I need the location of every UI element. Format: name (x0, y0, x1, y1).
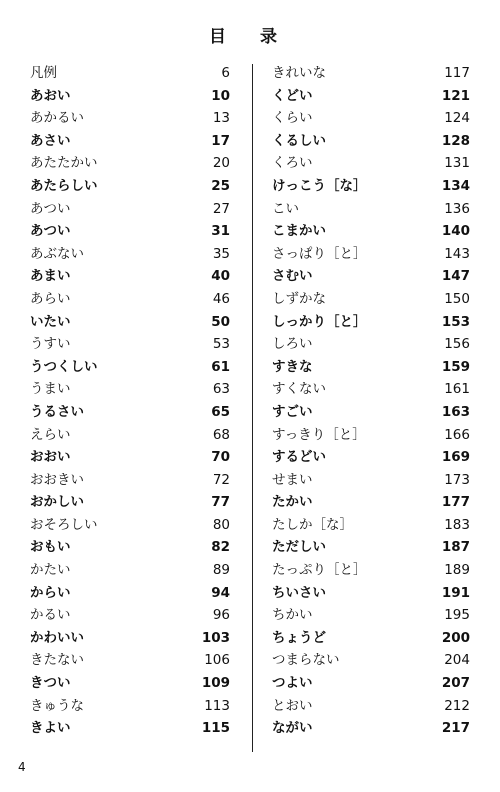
toc-entry-word: あつい (30, 223, 71, 240)
toc-entry-word: きれいな (272, 65, 326, 81)
toc-entry (30, 198, 230, 221)
toc-entry-page: 50 (211, 313, 230, 330)
toc-entry-page: 153 (441, 313, 470, 330)
toc-entry-page: 31 (211, 223, 230, 240)
toc-entry (272, 627, 470, 650)
toc-entry-page: 150 (444, 290, 470, 307)
toc-entry-word: せまい (272, 471, 313, 488)
toc-entry-word: うすい (30, 336, 71, 353)
toc-entry-word: ちょうど (272, 629, 326, 646)
toc-entry-page: 10 (211, 87, 230, 104)
toc-entry-word: からい (30, 584, 71, 601)
toc-entry-word: すごい (272, 403, 313, 420)
toc-entry (30, 649, 230, 672)
toc-entry-word: えらい (30, 426, 71, 443)
toc-entry-word: つよい (272, 675, 313, 692)
toc-entry (272, 265, 470, 288)
toc-entry (272, 424, 470, 447)
toc-entry (30, 265, 230, 288)
toc-entry-page: 121 (441, 87, 470, 104)
toc-entry (30, 401, 230, 424)
toc-entry-page: 177 (441, 494, 470, 511)
toc-entry-page: 200 (441, 629, 470, 646)
toc-entry (272, 695, 470, 718)
toc-entry-page: 183 (444, 516, 470, 533)
toc-entry-word: するどい (272, 449, 326, 466)
toc-entry-page: 207 (441, 675, 470, 692)
toc-entry-page: 89 (212, 562, 230, 579)
toc-entry-word: おおい (30, 449, 71, 466)
toc-entry-page: 124 (444, 110, 470, 127)
toc-entry (272, 559, 470, 582)
toc-entry-word: うるさい (30, 403, 84, 420)
toc-entry-page: 25 (211, 177, 230, 194)
toc-entry-page: 53 (212, 336, 230, 353)
toc-entry (272, 536, 470, 559)
toc-entry (272, 469, 470, 492)
toc-entry (30, 130, 230, 153)
toc-entry-word: くどい (272, 87, 313, 104)
toc-entry-page: 147 (441, 268, 470, 285)
toc-column-right (272, 62, 470, 740)
toc-entry-page: 13 (212, 110, 230, 127)
toc-entry-word: きゅうな (30, 697, 84, 714)
toc-entry-page: 77 (211, 494, 230, 511)
toc-entry-word: 凡例 (30, 65, 57, 81)
toc-entry-word: たかい (272, 494, 313, 511)
toc-entry-page: 70 (211, 449, 230, 466)
toc-entry (272, 288, 470, 311)
toc-entry (30, 627, 230, 650)
toc-entry-word: さむい (272, 268, 313, 285)
toc-entry-page: 72 (212, 471, 230, 488)
toc-entry-word: すっきり［と］ (272, 426, 366, 443)
toc-entry (272, 604, 470, 627)
toc-entry (30, 85, 230, 108)
toc-entry (30, 672, 230, 695)
toc-entry-word: しろい (272, 336, 313, 353)
toc-entry-word: しっかり［と］ (272, 313, 367, 330)
toc-entry-page: 6 (221, 65, 230, 81)
toc-column-left (30, 62, 230, 740)
toc-entry-page: 103 (201, 629, 230, 646)
toc-entry-page: 80 (212, 516, 230, 533)
toc-entry (272, 152, 470, 175)
toc-entry-word: おおきい (30, 471, 84, 488)
toc-entry-page: 94 (211, 584, 230, 601)
toc-entry-page: 159 (441, 358, 470, 375)
toc-entry-word: いたい (30, 313, 71, 330)
toc-entry-word: うつくしい (30, 358, 98, 375)
toc-entry (30, 107, 230, 130)
toc-entry-page: 106 (204, 652, 230, 669)
toc-entry-word: おかしい (30, 494, 84, 511)
toc-entry-word: きたない (30, 652, 84, 669)
toc-entry-word: おそろしい (30, 516, 98, 533)
toc-entry-page: 117 (444, 65, 470, 81)
toc-entry (30, 333, 230, 356)
toc-entry-page: 131 (444, 155, 470, 172)
toc-entry (30, 243, 230, 266)
toc-entry (30, 220, 230, 243)
toc-entry (272, 333, 470, 356)
toc-entry-page: 143 (444, 245, 470, 262)
toc-entry (30, 604, 230, 627)
toc-entry (30, 311, 230, 334)
toc-entry-word: たっぷり［と］ (272, 562, 367, 579)
toc-entry-word: すくない (272, 381, 326, 398)
toc-entry-word: あたたかい (30, 155, 98, 172)
toc-entry-word: とおい (272, 697, 313, 714)
toc-entry (30, 559, 230, 582)
toc-entry-page: 134 (441, 177, 470, 194)
toc-entry-page: 40 (211, 268, 230, 285)
toc-entry-word: すきな (272, 358, 313, 375)
toc-entry-word: あかるい (30, 110, 84, 127)
toc-entry-word: くろい (272, 155, 313, 172)
toc-entry (30, 514, 230, 537)
toc-entry-page: 156 (444, 336, 470, 353)
toc-entry-word: おもい (30, 539, 71, 556)
toc-entry-word: きよい (30, 720, 71, 737)
toc-entry (30, 152, 230, 175)
toc-entry-page: 65 (211, 403, 230, 420)
toc-entry-page: 27 (212, 200, 230, 217)
toc-entry (272, 717, 470, 740)
toc-entry-page: 82 (211, 539, 230, 556)
toc-entry (272, 107, 470, 130)
toc-entry (272, 311, 470, 334)
toc-entry (30, 424, 230, 447)
toc-entry-word: ただしい (272, 539, 326, 556)
toc-entry-page: 191 (441, 584, 470, 601)
toc-entry-page: 63 (212, 381, 230, 398)
toc-entry-page: 35 (212, 245, 230, 262)
toc-entry-page: 217 (441, 720, 470, 737)
toc-entry-word: かるい (30, 607, 71, 624)
toc-entry (272, 649, 470, 672)
toc-entry (30, 536, 230, 559)
toc-entry-word: あさい (30, 132, 71, 149)
page-title: 目 录 (209, 27, 291, 47)
toc-entry (272, 378, 470, 401)
toc-entry (30, 446, 230, 469)
toc-entry-word: こまかい (272, 223, 326, 240)
toc-entry (30, 378, 230, 401)
toc-entry (272, 85, 470, 108)
toc-entry-page: 113 (204, 697, 230, 714)
toc-entry (272, 491, 470, 514)
toc-entry (272, 446, 470, 469)
toc-entry-page: 115 (201, 720, 230, 737)
page-number: 4 (18, 760, 26, 774)
toc-entry-page: 136 (444, 200, 470, 217)
toc-entry-page: 212 (444, 697, 470, 714)
toc-entry-page: 17 (211, 132, 230, 149)
toc-entry-word: あおい (30, 87, 71, 104)
toc-entry (30, 582, 230, 605)
toc-entry-page: 20 (212, 155, 230, 172)
toc-entry-page: 128 (441, 132, 470, 149)
toc-entry-word: ながい (272, 720, 313, 737)
toc-entry (30, 175, 230, 198)
toc-entry-word: ちかい (272, 607, 313, 624)
toc-entry (272, 672, 470, 695)
toc-entry-page: 204 (444, 652, 470, 669)
toc-entry (272, 243, 470, 266)
toc-entry (272, 401, 470, 424)
toc-entry-word: こい (272, 200, 299, 217)
toc-entry-word: かたい (30, 562, 71, 579)
toc-entry-page: 169 (441, 449, 470, 466)
toc-entry-page: 96 (212, 607, 230, 624)
toc-entry (30, 356, 230, 379)
toc-entry-page: 173 (444, 471, 470, 488)
toc-entry-page: 166 (444, 426, 470, 443)
toc-entry (30, 469, 230, 492)
toc-entry-word: けっこう［な］ (272, 177, 367, 194)
toc-entry-word: あぶない (30, 245, 84, 262)
toc-entry-word: うまい (30, 381, 71, 398)
toc-entry (272, 514, 470, 537)
toc-entry-page: 109 (201, 675, 230, 692)
toc-entry-page: 46 (212, 290, 230, 307)
toc-entry-page: 187 (441, 539, 470, 556)
column-divider (252, 64, 253, 752)
toc-entry (272, 582, 470, 605)
toc-entry-word: たしか［な］ (272, 516, 353, 533)
toc-entry (272, 220, 470, 243)
toc-entry-page: 195 (444, 607, 470, 624)
toc-entry (30, 695, 230, 718)
toc-entry-page: 140 (441, 223, 470, 240)
toc-entry-word: ちいさい (272, 584, 326, 601)
toc-entry (30, 491, 230, 514)
toc-entry-page: 68 (212, 426, 230, 443)
toc-entry-word: くらい (272, 110, 313, 127)
toc-entry-page: 163 (441, 403, 470, 420)
toc-entry (30, 62, 230, 85)
toc-entry-word: あまい (30, 268, 71, 285)
toc-entry-word: あたらしい (30, 177, 98, 194)
toc-entry-word: さっぱり［と］ (272, 245, 367, 262)
toc-entry (272, 175, 470, 198)
toc-entry (30, 288, 230, 311)
toc-entry-page: 189 (444, 562, 470, 579)
toc-entry-word: くるしい (272, 132, 326, 149)
toc-entry (272, 198, 470, 221)
toc-entry (272, 130, 470, 153)
toc-entry-word: あらい (30, 290, 71, 307)
toc-entry-page: 161 (444, 381, 470, 398)
toc-entry-word: しずかな (272, 290, 326, 307)
toc-entry (30, 717, 230, 740)
toc-entry-word: きつい (30, 675, 71, 692)
toc-entry (272, 62, 470, 85)
toc-entry-word: あつい (30, 200, 71, 217)
toc-entry-word: つまらない (272, 652, 340, 669)
toc-entry-page: 61 (211, 358, 230, 375)
toc-entry (272, 356, 470, 379)
toc-entry-word: かわいい (30, 629, 84, 646)
